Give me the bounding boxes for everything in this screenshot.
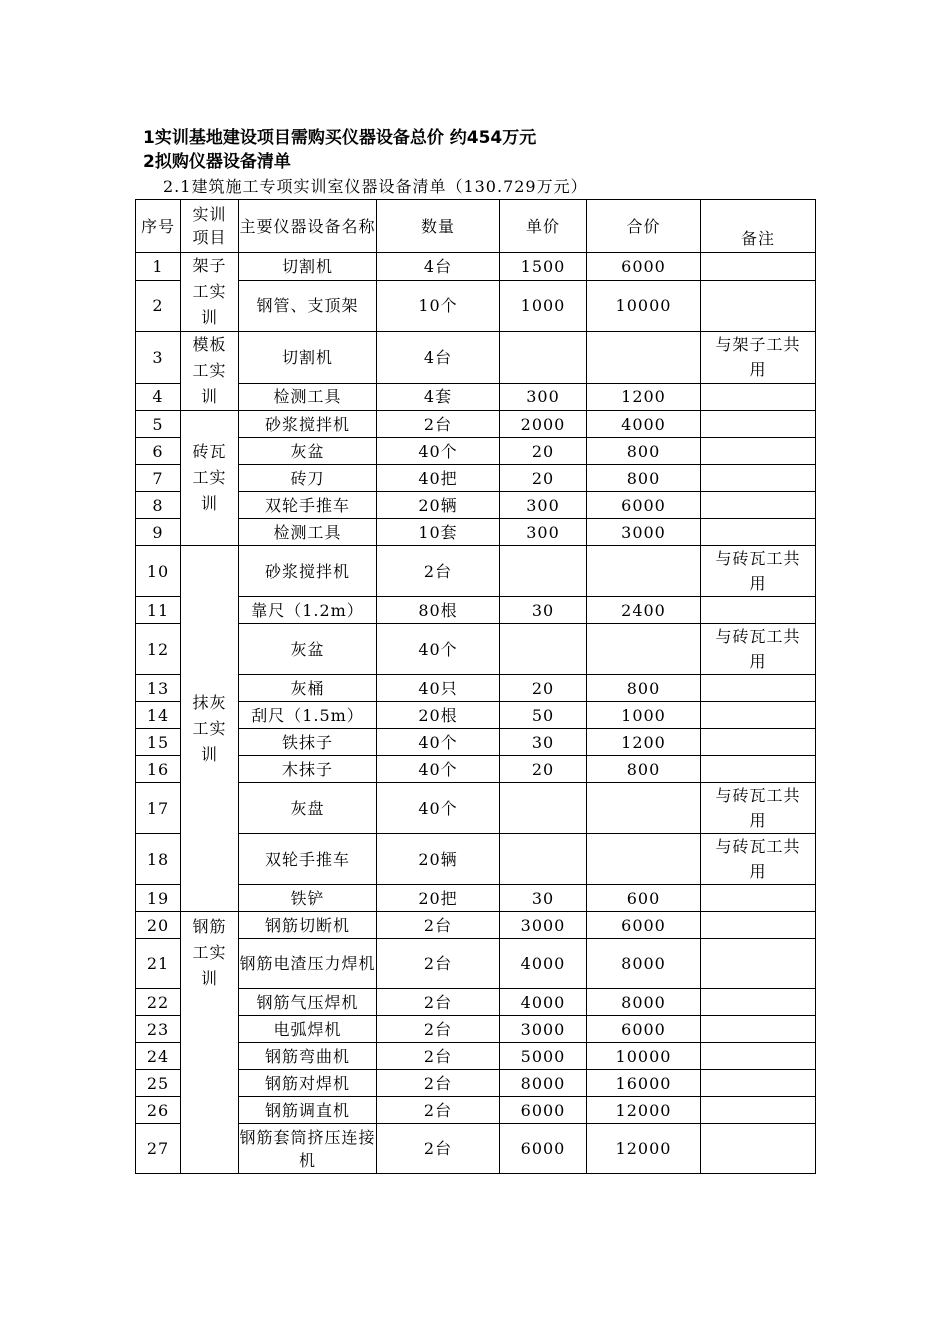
table-row	[136, 332, 816, 384]
cell-name: 检测工具	[239, 383, 377, 410]
cell-remark	[701, 253, 816, 281]
cell-remark	[701, 1016, 816, 1043]
cell-name: 砂浆搅拌机	[239, 546, 377, 597]
cell-remark	[701, 383, 816, 410]
construction-training-subheading: 2.1建筑施工专项实训室仪器设备清单（130.729万元）	[163, 177, 588, 196]
cell-unit-price	[500, 624, 587, 675]
cell-qty: 2台	[377, 1043, 500, 1070]
cell-no: 14	[136, 702, 181, 729]
cell-total: 1000	[587, 702, 701, 729]
cell-remark	[701, 989, 816, 1016]
remark-text: 与砖瓦工共用	[715, 627, 801, 671]
cell-total: 6000	[587, 912, 701, 939]
cell-qty: 2台	[377, 411, 500, 438]
cell-remark	[701, 332, 816, 384]
table-row	[136, 912, 816, 939]
cell-unit-price: 300	[500, 492, 587, 519]
cell-remark	[701, 465, 816, 492]
cell-unit-price: 3000	[500, 912, 587, 939]
cell-name: 砂浆搅拌机	[239, 411, 377, 438]
cell-remark	[701, 756, 816, 783]
header-remark: 备注	[701, 200, 816, 253]
cell-no: 16	[136, 756, 181, 783]
cell-no: 5	[136, 411, 181, 438]
cell-no: 8	[136, 492, 181, 519]
cell-qty: 40个	[377, 756, 500, 783]
cell-total: 800	[587, 675, 701, 702]
cell-unit-price: 20	[500, 756, 587, 783]
cell-total: 6000	[587, 492, 701, 519]
equipment-list-heading: 2拟购仪器设备清单	[143, 152, 291, 172]
cell-total: 6000	[587, 1016, 701, 1043]
cell-total: 12000	[587, 1097, 701, 1124]
header-no: 序号	[136, 200, 181, 253]
cell-no: 19	[136, 885, 181, 912]
cell-name: 钢管、支顶架	[239, 280, 377, 331]
header-project: 实训项目	[181, 200, 239, 253]
cell-total: 1200	[587, 729, 701, 756]
cell-no: 12	[136, 624, 181, 675]
cell-name: 钢筋切断机	[239, 912, 377, 939]
cell-name: 切割机	[239, 332, 377, 384]
cell-total: 10000	[587, 1043, 701, 1070]
cell-unit-price: 30	[500, 729, 587, 756]
cell-unit-price: 20	[500, 438, 587, 465]
cell-total: 6000	[587, 253, 701, 281]
project-label: 抹灰工实训	[192, 692, 227, 764]
cell-no: 3	[136, 332, 181, 384]
cell-qty: 2台	[377, 1124, 500, 1174]
cell-name: 灰盆	[239, 624, 377, 675]
cell-no: 22	[136, 989, 181, 1016]
cell-name: 钢筋弯曲机	[239, 1043, 377, 1070]
cell-no: 21	[136, 939, 181, 989]
table-row	[136, 253, 816, 281]
cell-unit-price: 4000	[500, 989, 587, 1016]
cell-total: 3000	[587, 519, 701, 546]
cell-name: 双轮手推车	[239, 492, 377, 519]
cell-unit-price: 4000	[500, 939, 587, 989]
project-label: 架子工实训	[192, 256, 227, 327]
cell-no: 6	[136, 438, 181, 465]
cell-remark	[701, 1043, 816, 1070]
cell-qty: 40个	[377, 729, 500, 756]
table-row	[136, 546, 816, 597]
cell-total: 800	[587, 438, 701, 465]
cell-remark	[701, 411, 816, 438]
project-label: 钢筋工实训	[192, 917, 227, 988]
cell-unit-price: 2000	[500, 411, 587, 438]
remark-text: 与砖瓦工共用	[715, 786, 801, 830]
cell-unit-price: 1500	[500, 253, 587, 281]
cell-no: 11	[136, 597, 181, 624]
cell-qty: 20把	[377, 885, 500, 912]
cell-name: 电弧焊机	[239, 1016, 377, 1043]
cell-remark	[701, 885, 816, 912]
cell-name: 木抹子	[239, 756, 377, 783]
cell-no: 1	[136, 253, 181, 281]
cell-total	[587, 624, 701, 675]
cell-total	[587, 546, 701, 597]
cell-name: 切割机	[239, 253, 377, 281]
total-price-heading: 1实训基地建设项目需购买仪器设备总价 约454万元	[143, 128, 537, 148]
cell-qty: 2台	[377, 546, 500, 597]
cell-remark	[701, 912, 816, 939]
header-unit-price: 单价	[500, 200, 587, 253]
cell-no: 13	[136, 675, 181, 702]
cell-qty: 80根	[377, 597, 500, 624]
cell-unit-price: 20	[500, 675, 587, 702]
cell-total: 4000	[587, 411, 701, 438]
cell-total: 2400	[587, 597, 701, 624]
cell-no: 17	[136, 783, 181, 834]
cell-name: 检测工具	[239, 519, 377, 546]
cell-total: 600	[587, 885, 701, 912]
header-total: 合价	[587, 200, 701, 253]
cell-qty: 40个	[377, 624, 500, 675]
cell-remark	[701, 702, 816, 729]
cell-no: 27	[136, 1124, 181, 1174]
cell-no: 18	[136, 834, 181, 885]
cell-unit-price: 300	[500, 519, 587, 546]
cell-qty: 2台	[377, 912, 500, 939]
cell-no: 20	[136, 912, 181, 939]
cell-qty: 40个	[377, 438, 500, 465]
cell-unit-price: 20	[500, 465, 587, 492]
header-qty: 数量	[377, 200, 500, 253]
cell-name: 铁抹子	[239, 729, 377, 756]
equipment-table	[135, 199, 816, 1174]
cell-total	[587, 834, 701, 885]
cell-remark	[701, 1070, 816, 1097]
cell-unit-price	[500, 834, 587, 885]
remark-text: 与架子工共用	[715, 335, 801, 380]
table-header-row	[136, 200, 816, 253]
cell-remark	[701, 939, 816, 989]
cell-no: 15	[136, 729, 181, 756]
cell-remark	[701, 438, 816, 465]
cell-name: 钢筋对焊机	[239, 1070, 377, 1097]
cell-name: 灰盆	[239, 438, 377, 465]
cell-name: 钢筋套筒挤压连接机	[239, 1124, 377, 1174]
cell-no: 24	[136, 1043, 181, 1070]
cell-project	[181, 546, 239, 912]
project-label: 砖瓦工实训	[192, 442, 227, 513]
cell-remark	[701, 519, 816, 546]
cell-project	[181, 332, 239, 411]
cell-qty: 4台	[377, 253, 500, 281]
cell-qty: 2台	[377, 989, 500, 1016]
cell-unit-price	[500, 546, 587, 597]
cell-no: 2	[136, 280, 181, 331]
cell-qty: 2台	[377, 939, 500, 989]
cell-total: 8000	[587, 939, 701, 989]
cell-no: 25	[136, 1070, 181, 1097]
cell-name: 钢筋调直机	[239, 1097, 377, 1124]
cell-name: 双轮手推车	[239, 834, 377, 885]
cell-remark	[701, 675, 816, 702]
cell-remark	[701, 1124, 816, 1174]
cell-total	[587, 783, 701, 834]
cell-qty: 40个	[377, 783, 500, 834]
cell-remark	[701, 729, 816, 756]
cell-no: 7	[136, 465, 181, 492]
cell-qty: 40把	[377, 465, 500, 492]
cell-remark	[701, 783, 816, 834]
cell-remark	[701, 624, 816, 675]
cell-unit-price: 30	[500, 597, 587, 624]
cell-total: 12000	[587, 1124, 701, 1174]
cell-qty: 10个	[377, 280, 500, 331]
cell-project	[181, 912, 239, 1174]
cell-remark	[701, 280, 816, 331]
cell-remark	[701, 546, 816, 597]
cell-qty: 40只	[377, 675, 500, 702]
cell-unit-price: 30	[500, 885, 587, 912]
cell-qty: 2台	[377, 1070, 500, 1097]
cell-total: 800	[587, 465, 701, 492]
cell-total: 800	[587, 756, 701, 783]
header-name: 主要仪器设备名称	[239, 200, 377, 253]
cell-qty: 4台	[377, 332, 500, 384]
cell-qty: 20辆	[377, 492, 500, 519]
cell-name: 灰盘	[239, 783, 377, 834]
cell-total: 1200	[587, 383, 701, 410]
cell-total: 10000	[587, 280, 701, 331]
cell-qty: 10套	[377, 519, 500, 546]
cell-name: 砖刀	[239, 465, 377, 492]
table-row	[136, 411, 816, 438]
cell-no: 9	[136, 519, 181, 546]
cell-no: 23	[136, 1016, 181, 1043]
cell-unit-price: 3000	[500, 1016, 587, 1043]
cell-unit-price	[500, 332, 587, 384]
cell-remark	[701, 834, 816, 885]
cell-no: 4	[136, 383, 181, 410]
cell-qty: 20辆	[377, 834, 500, 885]
cell-no: 10	[136, 546, 181, 597]
cell-unit-price: 8000	[500, 1070, 587, 1097]
cell-qty: 2台	[377, 1097, 500, 1124]
cell-unit-price: 1000	[500, 280, 587, 331]
cell-name: 靠尺（1.2m）	[239, 597, 377, 624]
cell-total: 16000	[587, 1070, 701, 1097]
cell-qty: 4套	[377, 383, 500, 410]
cell-remark	[701, 492, 816, 519]
cell-unit-price: 6000	[500, 1097, 587, 1124]
cell-remark	[701, 597, 816, 624]
cell-unit-price	[500, 783, 587, 834]
cell-project	[181, 253, 239, 332]
cell-name: 刮尺（1.5m）	[239, 702, 377, 729]
remark-text: 与砖瓦工共用	[715, 549, 801, 593]
cell-total	[587, 332, 701, 384]
cell-qty: 2台	[377, 1016, 500, 1043]
cell-unit-price: 5000	[500, 1043, 587, 1070]
cell-qty: 20根	[377, 702, 500, 729]
cell-no: 26	[136, 1097, 181, 1124]
cell-unit-price: 300	[500, 383, 587, 410]
remark-text: 与砖瓦工共用	[715, 837, 801, 881]
cell-total: 8000	[587, 989, 701, 1016]
cell-unit-price: 50	[500, 702, 587, 729]
cell-name: 钢筋电渣压力焊机	[239, 939, 377, 989]
cell-name: 灰桶	[239, 675, 377, 702]
cell-unit-price: 6000	[500, 1124, 587, 1174]
cell-project	[181, 411, 239, 546]
cell-name: 钢筋气压焊机	[239, 989, 377, 1016]
project-label: 模板工实训	[192, 335, 227, 406]
cell-name: 铁铲	[239, 885, 377, 912]
cell-remark	[701, 1097, 816, 1124]
